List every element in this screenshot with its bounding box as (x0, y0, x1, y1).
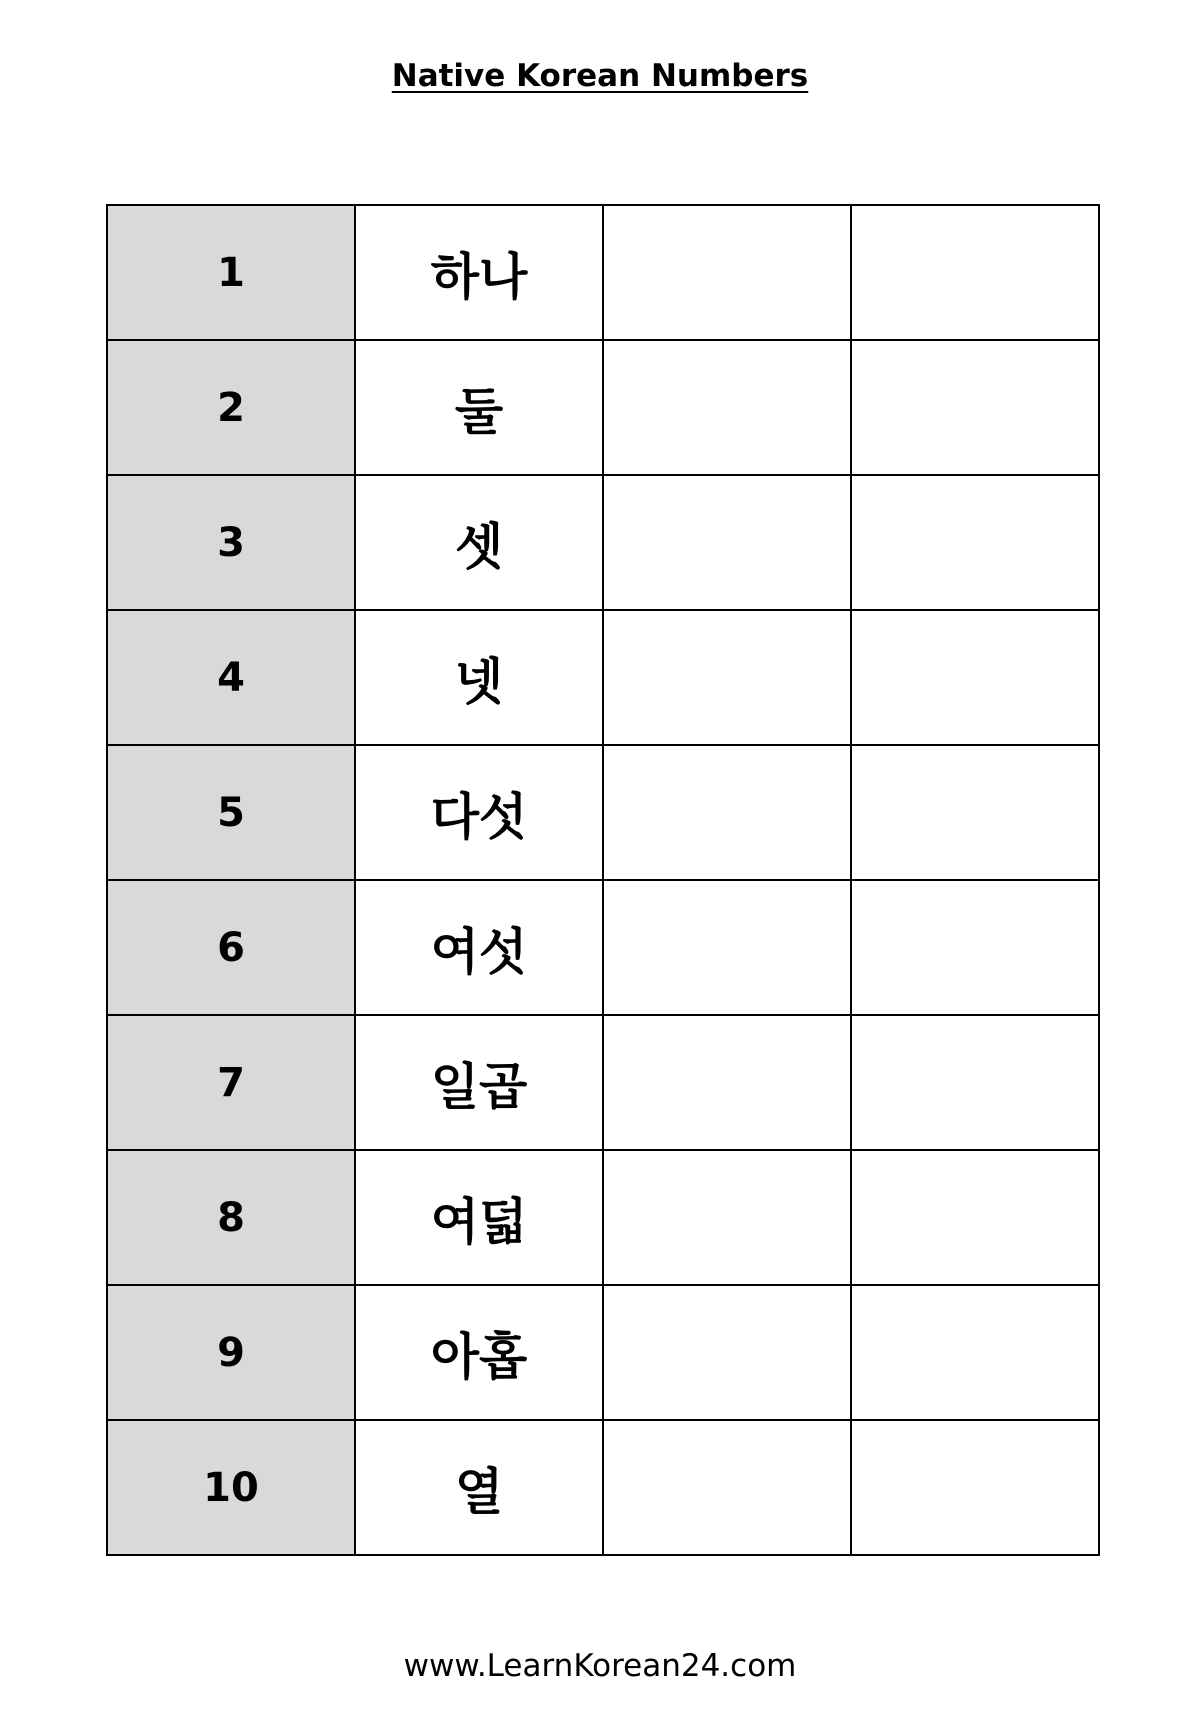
practice-cell (603, 1420, 851, 1555)
practice-cell (851, 880, 1099, 1015)
korean-word-cell: 하나 (355, 205, 603, 340)
practice-cell (603, 880, 851, 1015)
korean-numbers-table (106, 204, 1100, 1556)
number-cell: 8 (107, 1150, 355, 1285)
practice-cell (851, 205, 1099, 340)
korean-word-cell: 일곱 (355, 1015, 603, 1150)
table-row (107, 1150, 1099, 1285)
table-row (107, 880, 1099, 1015)
number-cell: 10 (107, 1420, 355, 1555)
practice-cell (851, 610, 1099, 745)
number-cell: 2 (107, 340, 355, 475)
table-row (107, 1420, 1099, 1555)
korean-word-cell: 다섯 (355, 745, 603, 880)
practice-cell (851, 1420, 1099, 1555)
korean-word-cell: 여덟 (355, 1150, 603, 1285)
practice-cell (851, 475, 1099, 610)
practice-cell (603, 1285, 851, 1420)
footer-url: www.LearnKorean24.com (403, 1648, 797, 1684)
table-row (107, 745, 1099, 880)
table-row (107, 1285, 1099, 1420)
number-cell: 7 (107, 1015, 355, 1150)
practice-cell (603, 475, 851, 610)
practice-cell (851, 1150, 1099, 1285)
korean-word-cell: 열 (355, 1420, 603, 1555)
korean-word-cell: 둘 (355, 340, 603, 475)
table-row (107, 340, 1099, 475)
korean-word-cell: 셋 (355, 475, 603, 610)
number-cell: 3 (107, 475, 355, 610)
table-row (107, 1015, 1099, 1150)
number-cell: 5 (107, 745, 355, 880)
practice-cell (603, 205, 851, 340)
practice-cell (603, 1015, 851, 1150)
table-row (107, 475, 1099, 610)
table-row (107, 205, 1099, 340)
practice-cell (851, 340, 1099, 475)
korean-word-cell: 아홉 (355, 1285, 603, 1420)
korean-word-cell: 넷 (355, 610, 603, 745)
practice-cell (851, 745, 1099, 880)
number-cell: 9 (107, 1285, 355, 1420)
practice-cell (603, 745, 851, 880)
table-row (107, 610, 1099, 745)
practice-cell (603, 340, 851, 475)
practice-cell (851, 1285, 1099, 1420)
page-title: Native Korean Numbers (391, 58, 809, 94)
number-cell: 6 (107, 880, 355, 1015)
practice-cell (851, 1015, 1099, 1150)
practice-cell (603, 1150, 851, 1285)
number-cell: 4 (107, 610, 355, 745)
number-cell: 1 (107, 205, 355, 340)
korean-word-cell: 여섯 (355, 880, 603, 1015)
practice-cell (603, 610, 851, 745)
